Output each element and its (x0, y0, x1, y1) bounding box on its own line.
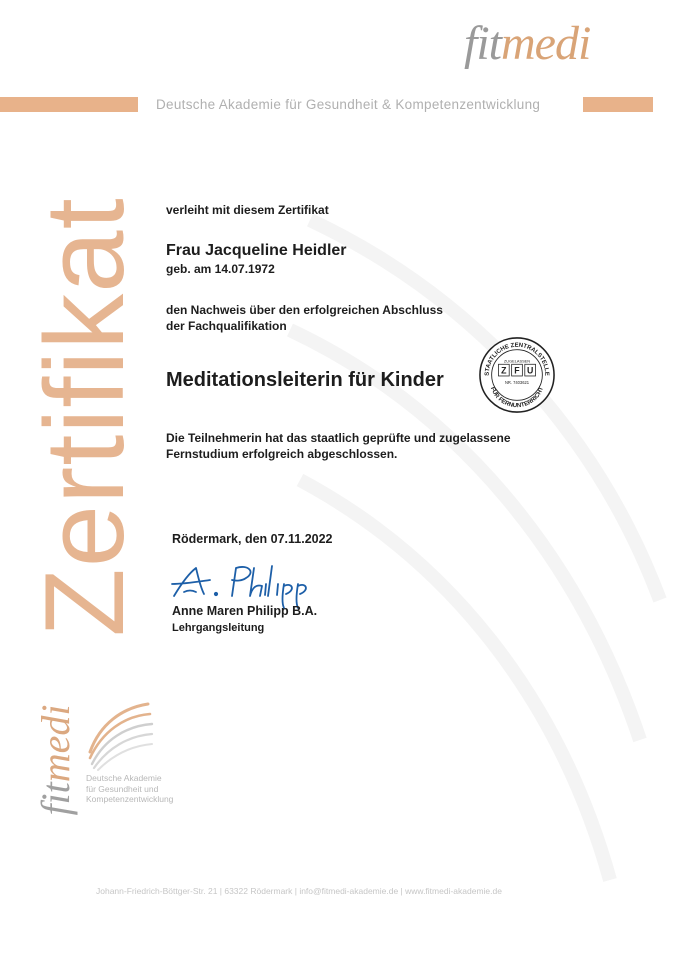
seal-number: NR. 7403621 (504, 379, 530, 385)
logo-bottom-medi-text: medi (33, 704, 78, 783)
footer-address: Johann-Friedrich-Böttger-Str. 21 | 63322 Rödermark | info@fitmedi-akademie.de | www.fitmedi-akademie.de (96, 886, 502, 896)
seal-letter-z: Z (501, 365, 507, 376)
fitmedi-logo-bottom-wrap (26, 690, 86, 830)
title-vertical-wrap (22, 195, 147, 640)
logo-fit-text: fit (464, 17, 502, 70)
logo-bottom-fit-text: fit (33, 782, 78, 816)
proof-line-2: der Fachqualifikation (166, 319, 287, 333)
seal-approved: ZUGELASSEN (503, 358, 531, 364)
header-tagline: Deutsche Akademie für Gesundheit & Kompetenzentwicklung (156, 97, 541, 112)
background-swirl-pattern (280, 180, 680, 900)
seal-letter-f: F (514, 365, 520, 376)
qualification-title: Meditationsleiterin für Kinder (166, 369, 444, 391)
header-accent-bar-left (0, 97, 138, 112)
header-accent-bar-right (583, 97, 653, 112)
logo-sub-line-2: für Gesundheit und (86, 783, 159, 794)
signer-role: Lehrgangsleitung (172, 622, 265, 634)
statement-line-2: Fernstudium erfolgreich abgeschlossen. (166, 447, 398, 461)
recipient-name: Frau Jacqueline Heidler (166, 242, 347, 259)
seal-bottom-text: FÜR FERNUNTERRICHT (488, 386, 546, 410)
swirl-logo-icon (82, 694, 156, 774)
statement-line-1: Die Teilnehmerin hat das staatlich geprüfte und zugelassene (166, 431, 511, 445)
birth-date: geb. am 14.07.1972 (166, 262, 275, 276)
logo-sub-line-3: Kompetenzentwicklung (86, 794, 174, 805)
title-vertical: Zertifikat (22, 197, 147, 637)
fitmedi-logo-top (464, 17, 591, 70)
logo-subtitle (86, 773, 173, 805)
intro-text: verleiht mit diesem Zertifikat (166, 203, 329, 217)
seal-letter-u: U (526, 365, 534, 376)
signature-image (170, 560, 330, 610)
signer-name: Anne Maren Philipp B.A. (172, 604, 318, 618)
fitmedi-logo-bottom (33, 704, 78, 816)
logo-sub-line-1: Deutsche Akademie (86, 773, 162, 783)
seal-top-text: STAATLICHE ZENTRALSTELLE (484, 342, 550, 376)
place-date: Rödermark, den 07.11.2022 (172, 532, 333, 546)
logo-medi-text: medi (501, 17, 591, 70)
proof-line-1: den Nachweis über den erfolgreichen Abschluss (166, 303, 443, 317)
zfu-seal (478, 336, 556, 414)
